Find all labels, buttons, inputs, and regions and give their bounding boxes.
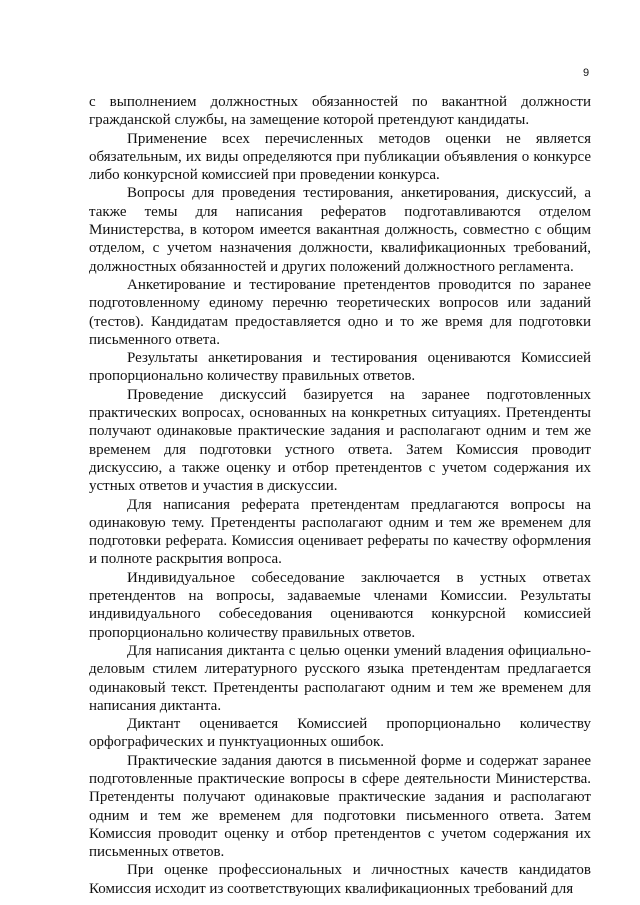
paragraph-questions-preparation: Вопросы для проведения тестирования, анкетирования, дискуссий, а также темы для написания рефератов подготавливаются отделом Министерства, в котором имеется вакантная должность, совместно с общим отделом, с учетом назначения должности, квалификационных требований, должностных обязанностей и других положений должностного регламента. [89, 185, 591, 275]
paragraph-qualities-evaluation: При оценке профессиональных и личностных качеств кандидатов Комиссия исходит из соответствующих квалификационных требований для [89, 862, 591, 897]
paragraph-questionnaire-testing: Анкетирование и тестирование претендентов проводится по заранее подготовленному единому перечню теоретических вопросов или заданий (тестов). Кандидатам предоставляется одно и то же время для подготовки письменного ответа. [89, 276, 591, 348]
paragraph-methods-optional: Применение всех перечисленных методов оценки не является обязательным, их виды определяются при публикации объявления о конкурсе либо конкурсной комиссией при проведении конкурса. [89, 130, 591, 184]
paragraph-dictation-evaluation: Диктант оценивается Комиссией пропорционально количеству орфографических и пунктуационных ошибок. [89, 716, 591, 751]
page-number: 9 [583, 67, 590, 79]
paragraph-essay: Для написания реферата претендентам предлагаются вопросы на одинаковую тему. Претенденты располагают одним и тем же временем для подготовки реферата. Комиссия оценивает рефераты по качеству оформления и полноте раскрытия вопроса. [89, 496, 591, 568]
paragraph-continuation: с выполнением должностных обязанностей по вакантной должности гражданской службы, на замещение которой претендуют кандидаты. [89, 94, 591, 129]
paragraph-testing-results: Результаты анкетирования и тестирования оцениваются Комиссией пропорционально количеству правильных ответов. [89, 350, 591, 385]
document-body [89, 93, 591, 898]
paragraph-discussions: Проведение дискуссий базируется на заранее подготовленных практических вопросах, основанных на конкретных ситуациях. Претенденты получают одинаковые практические задания и располагают одним и тем же временем для подготовки устного ответа. Затем Комиссия проводит дискуссию, а также оценку и отбор претендентов с учетом содержания их устных ответов и участия в дискуссии. [89, 386, 591, 495]
paragraph-interview: Индивидуальное собеседование заключается в устных ответах претендентов на вопросы, задаваемые членами Комиссии. Результаты индивидуального собеседования оцениваются конкурсной комиссией пропорционально количеству правильных ответов. [89, 569, 591, 641]
paragraph-dictation: Для написания диктанта с целью оценки умений владения официально-деловым стилем литературного русского языка претендентам предлагается одинаковый текст. Претенденты располагают одним и тем же временем для написания диктанта. [89, 642, 591, 714]
paragraph-practical-tasks: Практические задания даются в письменной форме и содержат заранее подготовленные практические вопросы в сфере деятельности Министерства. Претенденты получают одинаковые практические задания и располагают одним и тем же временем для подготовки письменного ответа. Затем Комиссия проводит оценку и отбор претендентов с учетом содержания их письменных ответов. [89, 752, 591, 861]
